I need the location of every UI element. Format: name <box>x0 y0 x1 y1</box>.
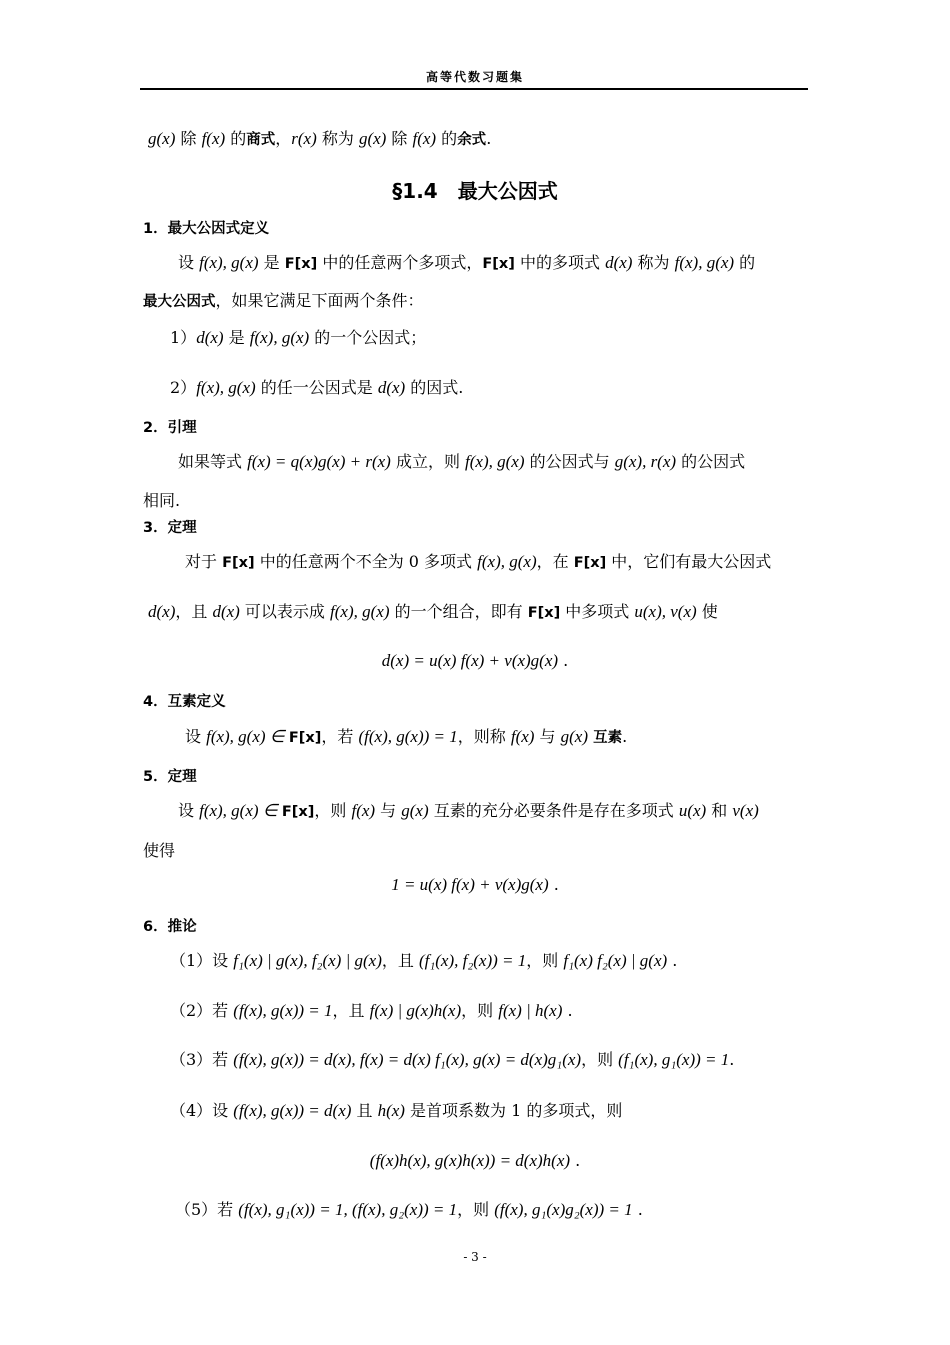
text-line <box>0 327 950 349</box>
text-line <box>0 1049 950 1071</box>
bold-term: 互素 <box>593 730 623 746</box>
math-expression: f(x), g(x) <box>249 328 310 347</box>
text-line <box>0 1100 950 1122</box>
math-expression: d(x) <box>148 602 176 621</box>
text-line <box>0 690 950 713</box>
text-span: 称为 <box>316 129 359 148</box>
text-span: 可以表示成 <box>239 602 331 621</box>
math-expression: d(x) <box>212 602 240 621</box>
text-span: . <box>570 1151 581 1170</box>
text-span: 的任一公因式是 <box>255 378 378 397</box>
text-span: 对于 <box>185 552 223 571</box>
text-span: ， <box>275 129 292 148</box>
text-span: 的一个公因式； <box>309 328 427 347</box>
math-expression: (f(x), g₁(x)g₂(x)) = 1 <box>494 1200 633 1219</box>
bold-term: 推论 <box>167 919 197 935</box>
text-span: ，在 <box>536 552 574 571</box>
bold-term: 余式 <box>457 132 487 148</box>
text-span: . <box>558 651 569 670</box>
text-line <box>0 765 950 788</box>
math-expression: g(x) <box>148 129 176 148</box>
bold-term: F[x] <box>288 730 322 746</box>
text-span: ，则 <box>526 951 564 970</box>
text-span: 相同. <box>143 491 181 510</box>
math-expression: f(x) <box>351 801 376 820</box>
bold-term: F[x] <box>284 256 318 272</box>
text-line <box>0 874 950 896</box>
math-expression: f(x) | g(x)h(x) <box>369 1001 462 1020</box>
math-expression: d(x) <box>377 378 406 397</box>
text-span: ，则称 <box>457 727 511 746</box>
math-expression: f(x), g(x) <box>196 378 256 397</box>
section-title <box>0 178 950 204</box>
bold-term: 最大公因式 <box>143 294 216 310</box>
text-line <box>0 726 950 749</box>
text-span: 如果等式 <box>178 452 248 471</box>
text-span: . <box>729 1050 735 1069</box>
text-span: . <box>632 1200 643 1219</box>
text-line <box>0 1199 950 1221</box>
bold-term: F[x] <box>482 256 515 272</box>
math-expression: (f(x), g(x)) = 1 <box>233 1001 333 1020</box>
text-span: 且 <box>351 1101 378 1120</box>
math-expression: f(x) <box>510 727 535 746</box>
text-line <box>0 252 950 275</box>
math-expression: g(x) <box>358 129 387 148</box>
text-span: §1.4 最大公因式 <box>392 179 558 203</box>
text-line <box>0 840 950 862</box>
text-span: ，若 <box>321 727 359 746</box>
math-expression: u(x) <box>678 801 707 820</box>
text-span: 称为 <box>632 253 675 272</box>
text-span: ，则 <box>314 801 352 820</box>
text-line <box>0 451 950 473</box>
text-line <box>0 950 950 972</box>
text-line <box>0 217 950 240</box>
math-expression: g(x) <box>560 727 588 746</box>
text-span: ，且 <box>332 1001 370 1020</box>
math-expression: f₁(x) | g(x), f₂(x) | g(x) <box>233 951 382 970</box>
text-line <box>0 1150 950 1172</box>
text-line <box>0 377 950 399</box>
bold-term: 3． <box>143 520 168 536</box>
math-expression: f₁(x) f₂(x) | g(x) <box>563 951 668 970</box>
text-span: 互素的充分必要条件是存在多项式 <box>428 801 679 820</box>
text-line <box>0 416 950 439</box>
text-line <box>0 290 950 313</box>
text-span: . <box>667 951 678 970</box>
math-expression: f(x), g(x) <box>199 253 259 272</box>
math-expression: f(x), g(x) <box>465 452 525 471</box>
math-expression: 1 = u(x) f(x) + v(x)g(x) <box>391 875 549 894</box>
text-line <box>0 650 950 672</box>
text-span: （2）若 <box>170 1001 234 1020</box>
math-expression: f(x), g(x) ∈ <box>199 801 282 820</box>
bold-term: 定理 <box>167 769 197 785</box>
bold-term: 引理 <box>167 420 197 436</box>
text-span: 的 <box>436 129 458 148</box>
text-span: ，则 <box>581 1050 619 1069</box>
text-line <box>0 551 950 574</box>
math-expression: f(x) = q(x)g(x) + r(x) <box>247 452 391 471</box>
page-number: - 3 - <box>463 1250 487 1264</box>
text-span: 1） <box>170 328 197 347</box>
header-rule <box>140 88 808 90</box>
math-expression: (f(x)h(x), g(x)h(x)) = d(x)h(x) <box>369 1151 571 1170</box>
text-line <box>0 915 950 938</box>
text-span: （1）设 <box>170 951 234 970</box>
text-span: 是 <box>258 253 285 272</box>
text-line <box>0 601 950 624</box>
math-expression: f(x), g(x) <box>477 552 537 571</box>
text-span: 与 <box>534 727 561 746</box>
text-span: ，且 <box>175 602 213 621</box>
text-span: 使得 <box>143 841 176 860</box>
math-expression: (f(x), g(x)) = 1 <box>358 727 458 746</box>
text-span: 的公因式与 <box>524 452 615 471</box>
text-span: 的一个组合，即有 <box>389 602 528 621</box>
math-expression: d(x) <box>605 253 633 272</box>
math-expression: d(x) <box>196 328 224 347</box>
text-span: （4）设 <box>170 1101 234 1120</box>
bold-term: 1． <box>143 221 168 237</box>
math-expression: f(x), g(x) <box>674 253 735 272</box>
text-span: 中，它们有最大公因式 <box>606 552 772 571</box>
text-line <box>0 490 950 512</box>
text-span: 的 <box>734 253 756 272</box>
text-span: ，如果它满足下面两个条件： <box>215 291 424 310</box>
math-expression: g(x), r(x) <box>614 452 677 471</box>
text-span: 设 <box>178 801 200 820</box>
text-span: 和 <box>706 801 733 820</box>
text-span: . <box>548 875 559 894</box>
math-expression: (f(x), g₁(x)) = 1, (f(x), g₂(x)) = 1 <box>238 1200 458 1219</box>
text-span: 中多项式 <box>560 602 635 621</box>
text-line <box>0 516 950 539</box>
math-expression: f(x) | h(x) <box>498 1001 563 1020</box>
text-span: . <box>622 727 628 746</box>
math-expression: f(x), g(x) <box>330 602 390 621</box>
text-span: ，则 <box>461 1001 499 1020</box>
text-line <box>0 1000 950 1022</box>
bold-term: 互素定义 <box>167 694 226 710</box>
math-expression: f(x), g(x) ∈ <box>206 727 289 746</box>
math-expression: f(x) <box>201 129 226 148</box>
text-span: . <box>486 129 492 148</box>
text-span: 设 <box>185 727 207 746</box>
text-span: . <box>562 1001 573 1020</box>
bold-term: 商式 <box>246 132 276 148</box>
text-span: （5）若 <box>175 1200 239 1219</box>
text-span: 是首项系数为 1 的多项式，则 <box>404 1101 623 1120</box>
bold-term: 4． <box>143 694 168 710</box>
text-span: 是 <box>223 328 250 347</box>
math-expression: r(x) <box>291 129 317 148</box>
math-expression: f(x) <box>412 129 437 148</box>
text-span: 除 <box>175 129 202 148</box>
text-span: 除 <box>386 129 413 148</box>
bold-term: 最大公因式定义 <box>167 221 270 237</box>
text-span: 2） <box>170 378 197 397</box>
text-line <box>0 800 950 823</box>
text-span: 中的任意两个不全为 0 多项式 <box>254 552 478 571</box>
math-expression: (f₁(x), f₂(x)) = 1 <box>418 951 527 970</box>
math-expression: d(x) = u(x) f(x) + v(x)g(x) <box>381 651 559 670</box>
text-span: 与 <box>375 801 402 820</box>
math-expression: v(x) <box>732 801 759 820</box>
bold-term: 6． <box>143 919 168 935</box>
bold-term: 2． <box>143 420 168 436</box>
text-span: 设 <box>178 253 200 272</box>
text-span: ，则 <box>457 1200 495 1219</box>
text-span: 中的多项式 <box>514 253 606 272</box>
text-span: 中的任意两个多项式， <box>317 253 483 272</box>
bold-term: F[x] <box>573 555 607 571</box>
text-span: ，且 <box>381 951 419 970</box>
text-span: 使 <box>696 602 718 621</box>
math-expression: (f(x), g(x)) = d(x) <box>233 1101 352 1120</box>
text-line <box>0 128 950 151</box>
math-expression: u(x), v(x) <box>634 602 697 621</box>
math-expression: g(x) <box>401 801 429 820</box>
text-span: （3）若 <box>170 1050 234 1069</box>
math-expression: (f₁(x), g₁(x)) = 1 <box>618 1050 730 1069</box>
running-header: 高等代数习题集 <box>425 70 524 84</box>
bold-term: F[x] <box>527 605 561 621</box>
text-span: 的公因式 <box>676 452 746 471</box>
text-span: 成立，则 <box>390 452 466 471</box>
text-span: 的 <box>225 129 247 148</box>
math-expression: (f(x), g(x)) = d(x), f(x) = d(x) f₁(x), g(x) = d(x)g₁(x) <box>233 1050 582 1069</box>
bold-term: 5． <box>143 769 168 785</box>
math-expression: h(x) <box>377 1101 405 1120</box>
bold-term: F[x] <box>222 555 255 571</box>
bold-term: 定理 <box>167 520 197 536</box>
bold-term: F[x] <box>281 804 315 820</box>
text-span: 的因式. <box>405 378 464 397</box>
